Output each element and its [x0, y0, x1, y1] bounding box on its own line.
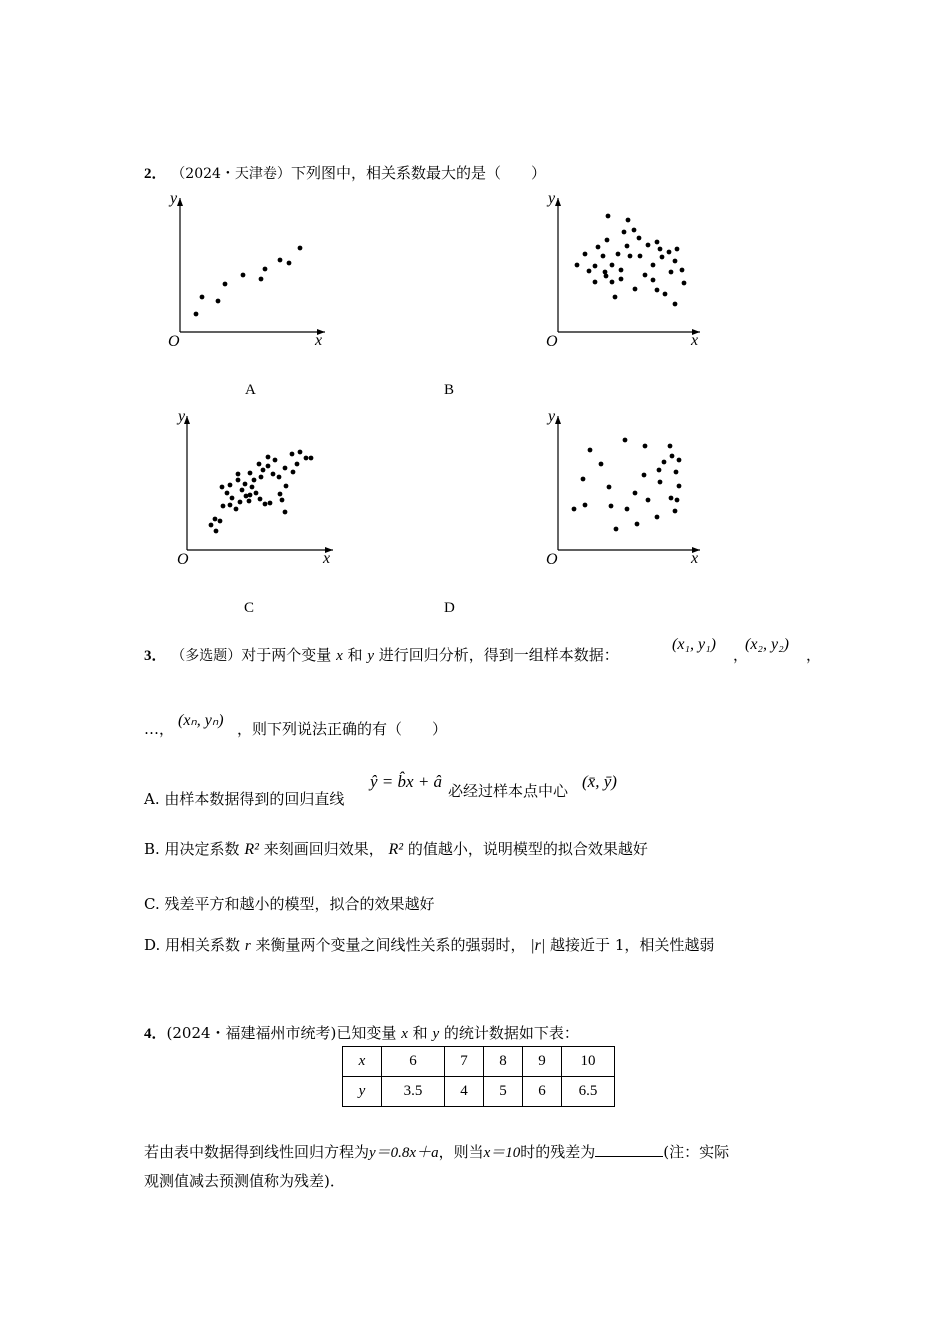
scatter-point [658, 480, 663, 485]
scatter-point [243, 482, 248, 487]
scatter-point [646, 498, 651, 503]
scatter-point [677, 458, 682, 463]
q3-option-a-mid: 必经过样本点中心 [448, 782, 569, 800]
scatter-point [583, 503, 588, 508]
q3-option-d [144, 934, 714, 955]
q4-line1-post: 时的残差为 [520, 1143, 596, 1161]
scatter-point [658, 247, 663, 252]
scatter-point [601, 254, 606, 259]
scatter-plot-c [175, 408, 345, 572]
q3-pairn: (xₙ, yₙ) [178, 712, 224, 729]
scatter-point [623, 438, 628, 443]
scatter-point [280, 498, 285, 503]
scatter-point [655, 240, 660, 245]
scatter-point [216, 299, 221, 304]
q3-ellipsis: …， [144, 720, 175, 738]
table-cell: 6 [523, 1077, 562, 1107]
q3-line1: 3． （多选题）对于两个变量 x 和 y 进行回归分析，得到一组样本数据： [144, 646, 619, 664]
q3-option-b [144, 838, 648, 859]
q3-var-y: y [367, 648, 375, 664]
table-cell: 9 [523, 1047, 562, 1077]
scatter-point [234, 507, 239, 512]
scatter-point [673, 509, 678, 514]
fig-label-c: C [244, 600, 255, 616]
scatter-point [603, 270, 608, 275]
scatter-point [309, 456, 314, 461]
scatter-point [583, 252, 588, 257]
scatter-point [655, 288, 660, 293]
q3-option-d-pre: D. 用相关系数 [144, 936, 241, 954]
scatter-point [278, 258, 283, 263]
fig-d-axis-y: y [548, 408, 556, 425]
q4-data-table [342, 1046, 615, 1107]
scatter-point [669, 496, 674, 501]
table-cell: 6 [382, 1047, 445, 1077]
table-cell: 4 [445, 1077, 484, 1107]
scatter-point [626, 218, 631, 223]
q2-source: （2024・天津卷） [171, 166, 291, 182]
scatter-plot-a [165, 190, 335, 354]
scatter-plot-d [545, 408, 715, 572]
scatter-point [616, 252, 621, 257]
scatter-point [228, 483, 233, 488]
q3-number: 3 [144, 648, 152, 664]
table-cell: 8 [484, 1047, 523, 1077]
scatter-point [254, 491, 259, 496]
scatter-point [662, 460, 667, 465]
scatter-point [247, 499, 252, 504]
q4-line1-mid: ，则当 [438, 1143, 484, 1161]
scatter-point [194, 312, 199, 317]
scatter-point [220, 485, 225, 490]
scatter-point [581, 477, 586, 482]
scatter-point [677, 484, 682, 489]
fig-label-b: B [444, 382, 455, 398]
answer-blank[interactable] [595, 1142, 663, 1157]
table-cell: 10 [562, 1047, 615, 1077]
scatter-point [622, 230, 627, 235]
q3-stem-part2: 进行回归分析，得到一组样本数据： [378, 646, 619, 664]
scatter-point [609, 504, 614, 509]
fig-b-axis-x: x [691, 332, 699, 349]
scatter-point [619, 268, 624, 273]
q3-var-x: x [336, 648, 343, 664]
scatter-point [225, 491, 230, 496]
scatter-point [651, 278, 656, 283]
fig-b-origin: O [546, 333, 558, 350]
q4-question-line2: 观测值减去预测值称为残差)． [144, 1172, 345, 1190]
table-cell: 6.5 [562, 1077, 615, 1107]
scatter-point [632, 228, 637, 233]
scatter-point [587, 269, 592, 274]
scatter-d-points [572, 438, 682, 532]
scatter-point [682, 281, 687, 286]
table-row [343, 1047, 615, 1077]
scatter-point [643, 273, 648, 278]
q4-stem-pre: 已知变量 [336, 1024, 397, 1042]
scatter-point [607, 485, 612, 490]
q3-option-a-center: (x̄, ȳ) [582, 772, 617, 791]
scatter-point [283, 510, 288, 515]
scatter-point [628, 254, 633, 259]
table-cell: 3.5 [382, 1077, 445, 1107]
scatter-point [610, 263, 615, 268]
q3-tag: （多选题） [171, 648, 242, 664]
scatter-c-points [209, 450, 314, 534]
scatter-point [214, 529, 219, 534]
q3-option-b-pre: B. 用决定系数 [144, 840, 240, 858]
q2-stem: 下列图中，相关系数最大的是（ ） [290, 164, 546, 182]
scatter-point [657, 468, 662, 473]
scatter-point [614, 527, 619, 532]
scatter-point [643, 444, 648, 449]
q3-option-d-post: 越接近于 1，相关性越弱 [550, 936, 715, 954]
scatter-point [236, 472, 241, 477]
scatter-point [610, 280, 615, 285]
q3-option-d-abs: |r| [530, 937, 546, 954]
scatter-point [287, 261, 292, 266]
scatter-point [236, 478, 241, 483]
scatter-point [213, 517, 218, 522]
scatter-point [218, 519, 223, 524]
scatter-point [633, 491, 638, 496]
q4-line1-pre: 若由表中数据得到线性回归方程为 [144, 1143, 370, 1161]
fig-label-d: D [444, 600, 455, 616]
q4-line1-note: (注：实际 [663, 1143, 730, 1161]
q3-option-d-mid: 来衡量两个变量之间线性关系的强弱时， [255, 936, 526, 954]
fig-a-origin: O [168, 333, 180, 350]
scatter-point [290, 452, 295, 457]
table-cell: 7 [445, 1047, 484, 1077]
scatter-point [248, 493, 253, 498]
scatter-point [250, 485, 255, 490]
scatter-point [675, 247, 680, 252]
q3-option-b-r2-second: R² [388, 841, 404, 858]
q3-option-d-r: r [244, 938, 251, 954]
scatter-point [230, 496, 235, 501]
scatter-point [663, 292, 668, 297]
scatter-point [642, 473, 647, 478]
scatter-point [680, 268, 685, 273]
scatter-point [268, 501, 273, 506]
q4-line: 4．(2024・福建福州市统考)已知变量 x 和 y 的统计数据如下表： [144, 1024, 579, 1042]
fig-label-a: A [245, 382, 256, 398]
q4-equation: y＝0.8x＋a [369, 1145, 439, 1161]
scatter-point [252, 478, 257, 483]
q2-line: 2． （2024・天津卷）下列图中，相关系数最大的是（ ） [144, 164, 546, 182]
q3-line2 [144, 718, 174, 739]
scatter-point [593, 280, 598, 285]
scatter-point [651, 263, 656, 268]
q4-question-line1 [144, 1141, 729, 1162]
scatter-point [674, 470, 679, 475]
scatter-point [667, 250, 672, 255]
scatter-point [673, 259, 678, 264]
q3-and: 和 [347, 646, 363, 664]
scatter-point [593, 264, 598, 269]
fig-b-axis-y: y [548, 190, 556, 207]
scatter-point [295, 462, 300, 467]
q3-option-b-mid: 来刻画回归效果， [263, 840, 384, 858]
scatter-point [660, 255, 665, 260]
scatter-point [606, 214, 611, 219]
scatter-point [625, 507, 630, 512]
table-cell-x-label: x [343, 1047, 382, 1077]
q4-number: 4 [144, 1026, 152, 1042]
scatter-point [633, 287, 638, 292]
scatter-plot-b [545, 190, 715, 354]
scatter-point [669, 270, 674, 275]
scatter-point [259, 277, 264, 282]
scatter-point [263, 502, 268, 507]
fig-c-axis-x: x [323, 550, 331, 567]
scatter-point [241, 273, 246, 278]
q4-cond: x＝10 [483, 1145, 521, 1161]
scatter-point [266, 455, 271, 460]
fig-c-origin: O [177, 551, 189, 568]
scatter-point [273, 458, 278, 463]
fig-a-axis-y: y [170, 190, 178, 207]
scatter-point [263, 267, 268, 272]
q3-option-a-formula: ŷ = b̂x + â [370, 772, 443, 791]
scatter-point [261, 468, 266, 473]
scatter-point [619, 277, 624, 282]
scatter-point [259, 475, 264, 480]
q3-option-b-post: 的值越小，说明模型的拟合效果越好 [407, 840, 648, 858]
fig-d-axis-x: x [691, 550, 699, 567]
scatter-a-points [194, 246, 303, 317]
scatter-point [613, 295, 618, 300]
scatter-point [625, 244, 630, 249]
q3-option-b-r2-first: R² [244, 841, 259, 858]
scatter-point [572, 507, 577, 512]
scatter-point [271, 472, 276, 477]
scatter-point [228, 503, 233, 508]
scatter-point [266, 464, 271, 469]
scatter-point [596, 245, 601, 250]
scatter-point [638, 254, 643, 259]
q3-pair2: (x₂, y₂) [745, 636, 789, 653]
q4-var-x: x [401, 1026, 408, 1042]
scatter-point [284, 484, 289, 489]
q2-number: 2 [144, 166, 152, 182]
scatter-point [258, 497, 263, 502]
scatter-point [575, 263, 580, 268]
scatter-point [238, 500, 243, 505]
table-cell-y-label: y [343, 1077, 382, 1107]
scatter-point [604, 274, 609, 279]
fig-d-origin: O [546, 551, 558, 568]
table-cell: 5 [484, 1077, 523, 1107]
scatter-point [209, 523, 214, 528]
scatter-point [605, 238, 610, 243]
scatter-point [599, 462, 604, 467]
scatter-point [257, 462, 262, 467]
scatter-point [283, 466, 288, 471]
q3-option-a [144, 788, 344, 809]
q4-var-y: y [432, 1026, 440, 1042]
scatter-point [588, 448, 593, 453]
q3-pair1: (x₁, y₁) [672, 636, 716, 653]
scatter-point [240, 488, 245, 493]
scatter-point [655, 515, 660, 520]
scatter-point [244, 494, 249, 499]
scatter-point [673, 302, 678, 307]
scatter-point [670, 454, 675, 459]
scatter-point [646, 243, 651, 248]
table-row [343, 1077, 615, 1107]
fig-a-axis-x: x [315, 332, 323, 349]
scatter-point [298, 246, 303, 251]
scatter-point [291, 470, 296, 475]
q3-stem-part3: ，则下列说法正确的有（ ） [237, 720, 448, 738]
q3-option-c: C. 残差平方和越小的模型，拟合的效果越好 [144, 895, 435, 913]
q4-stem-post: 的统计数据如下表： [443, 1024, 579, 1042]
fig-c-axis-y: y [178, 408, 186, 425]
scatter-point [221, 504, 226, 509]
scatter-b-points [575, 214, 687, 307]
scatter-point [304, 456, 309, 461]
q4-source: (2024・福建福州市统考) [166, 1024, 337, 1042]
scatter-point [668, 444, 673, 449]
scatter-point [223, 282, 228, 287]
scatter-point [277, 475, 282, 480]
q4-and: 和 [412, 1024, 428, 1042]
q3-comma1: ， [733, 646, 749, 664]
scatter-point [298, 450, 303, 455]
scatter-point [200, 295, 205, 300]
scatter-point [675, 498, 680, 503]
scatter-point [248, 471, 253, 476]
scatter-point [635, 522, 640, 527]
q3-option-a-pre: A. 由样本数据得到的回归直线 [144, 790, 345, 808]
q3-comma2: ， [806, 646, 822, 664]
scatter-point [278, 492, 283, 497]
q3-stem-part1: 对于两个变量 [241, 646, 332, 664]
scatter-point [637, 236, 642, 241]
